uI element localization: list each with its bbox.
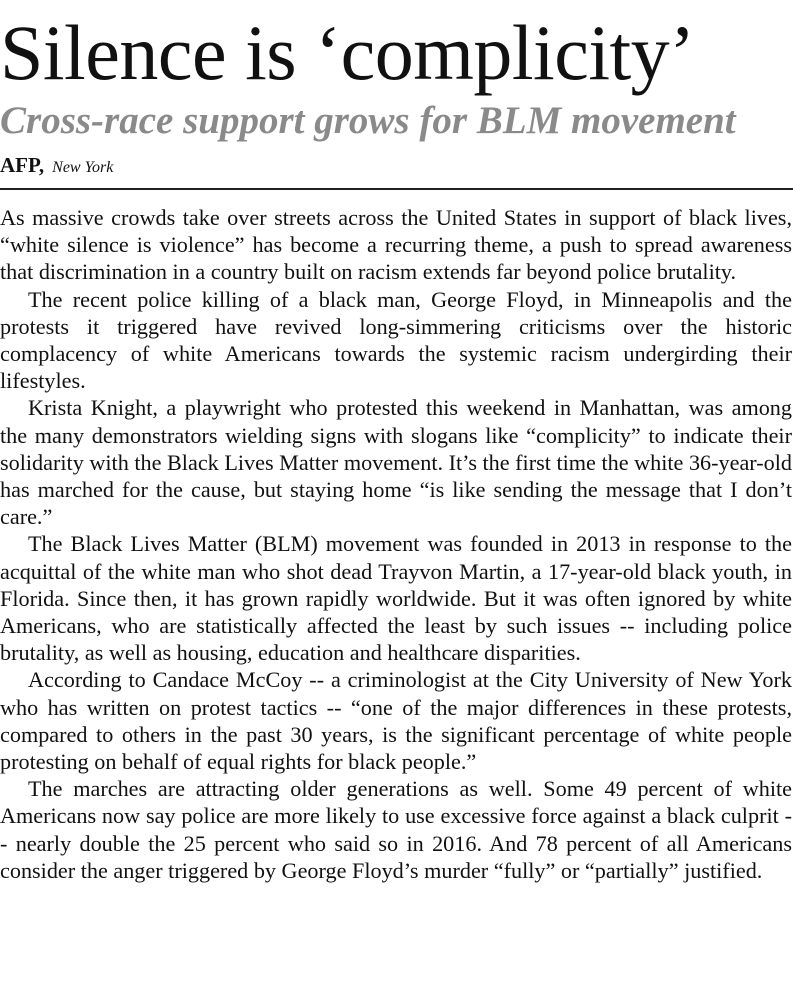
paragraph-4: The Black Lives Matter (BLM) movement was founded in 2013 in response to the acquittal of the white man who shot dead Trayvon Martin, a 17-year-old black youth, in Florida. Since then, it has grown rapidly worldwide. But it was often ignored by white Americans, who are statistically affected the least by such issues -- including police brutality, as well as housing, education and healthcare disparities. bbox=[0, 531, 792, 666]
article-body bbox=[0, 204, 792, 884]
byline-agency: AFP, bbox=[0, 153, 45, 177]
byline bbox=[0, 150, 792, 180]
headline: Silence is ‘complicity’ bbox=[0, 9, 695, 96]
byline-location: New York bbox=[52, 159, 114, 176]
paragraph-6: The marches are attracting older generations as well. Some 49 percent of white Americans now say police are more likely to use excessive force against a black culprit -- nearly double the 25 percent who said so in 2016. And 78 percent of all Americans consider the anger triggered by George Floyd’s murder “fully” or “partially” justified. bbox=[0, 776, 792, 883]
header-divider bbox=[0, 188, 793, 190]
paragraph-5: According to Candace McCoy -- a criminologist at the City University of New York who has written on protest tactics -- “one of the major differences in these protests, compared to others in the past 30 years, is the significant percentage of white people protesting on behalf of equal rights for black people.” bbox=[0, 667, 792, 775]
paragraph-3: Krista Knight, a playwright who protested this weekend in Manhattan, was among the many demonstrators wielding signs with slogans like “complicity” to indicate their solidarity with the Black Lives Matter movement. It’s the first time the white 36-year-old has marched for the cause, but staying home “is like sending the message that I don’t care.” bbox=[0, 395, 792, 530]
paragraph-2: The recent police killing of a black man, George Floyd, in Minneapolis and the protests it triggered have revived long-simmering criticisms over the historic complacency of white Americans towards the systemic racism undergirding their lifestyles. bbox=[0, 286, 792, 394]
subheadline: Cross-race support grows for BLM movement bbox=[0, 99, 736, 142]
paragraph-1: As massive crowds take over streets across the United States in support of black lives, “white silence is violence” has become a recurring theme, a push to spread awareness that discrimination in a country built on racism extends far beyond police brutality. bbox=[0, 205, 792, 285]
